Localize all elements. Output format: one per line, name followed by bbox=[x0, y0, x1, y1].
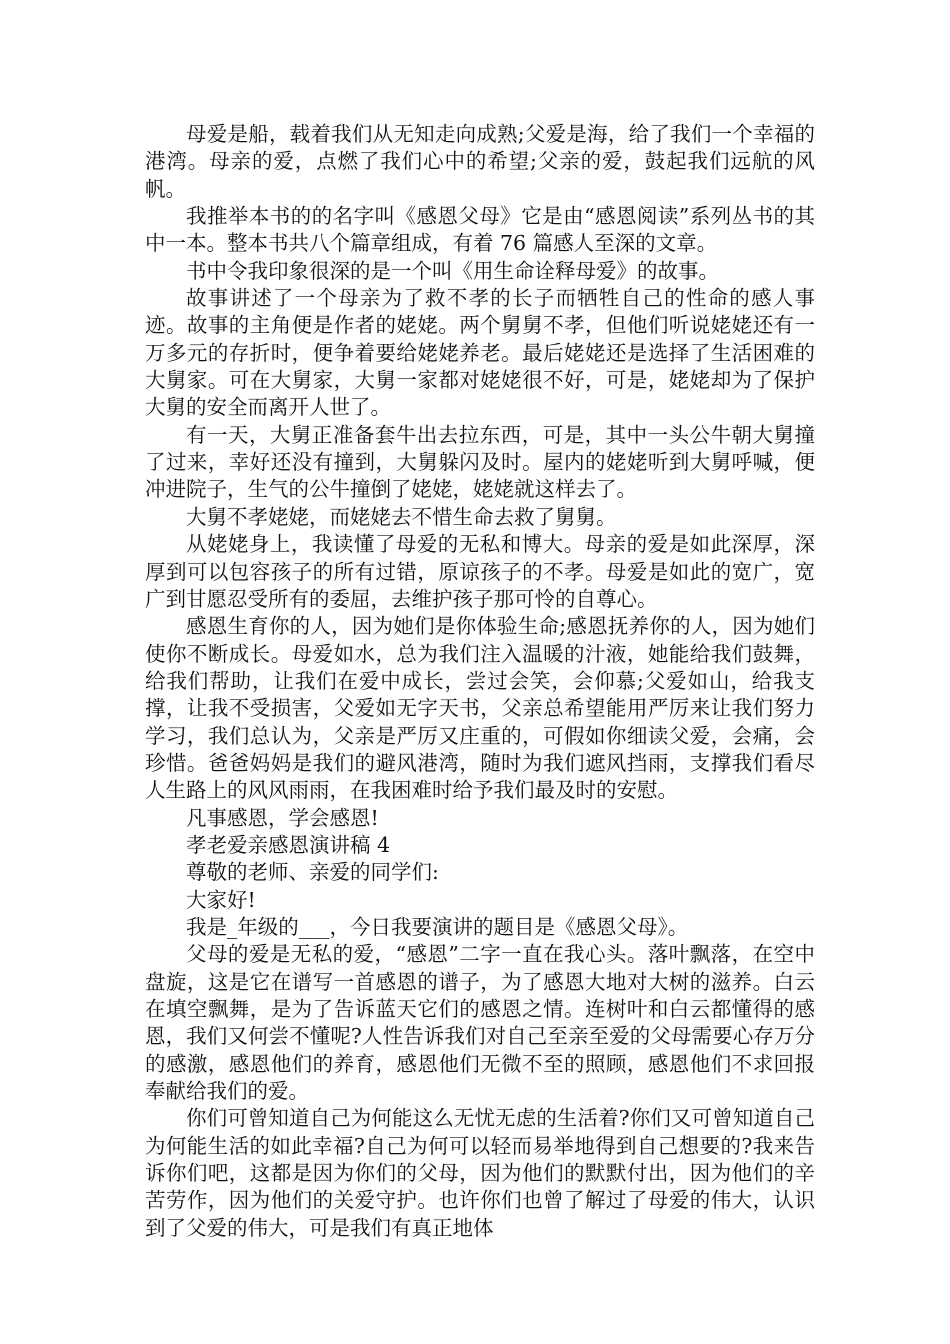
paragraph-self-intro: 我是_年级的___，今日我要演讲的题目是《感恩父母》。 bbox=[186, 914, 689, 939]
paragraph-7: 从姥姥身上，我读懂了母爱的无私和博大。母亲的爱是如此深厚，深厚到可以包容孩子的所有过错，原谅孩子的不孝。母爱是如此的宽广，宽广到甘愿忍受所有的委屈，去维护孩子那可怜的自尊心。 bbox=[145, 532, 815, 611]
paragraph-5: 有一天，大舅正准备套牛出去拉东西，可是，其中一头公牛朝大舅撞了过来，幸好还没有撞到，大舅躲闪及时。屋内的姥姥听到大舅呼喊，便冲进院子，生气的公牛撞倒了姥姥，姥姥就这样去了。 bbox=[145, 422, 815, 502]
paragraph-2: 我推举本书的的名字叫《感恩父母》它是由“感恩阅读”系列丛书的其中一本。整本书共八个篇章组成，有着 76 篇感人至深的文章。 bbox=[145, 204, 815, 256]
greeting: 大家好! bbox=[186, 887, 256, 912]
section-heading: 孝老爱亲感恩演讲稿 4 bbox=[186, 832, 391, 857]
paragraph-8: 感恩生育你的人，因为她们是你体验生命;感恩抚养你的人，因为她们使你不断成长。母爱如水，总为我们注入温暖的汁液，她能给我们鼓舞，给我们帮助，让我们在爱中成长，尝过会笑，会仰慕;父爱如山，给我支撑，让我不受损害，父爱如无字天书，父亲总希望能用严厉来让我们努力学习，我们总认为，父亲是严厉又庄重的，可假如你细读父爱，会痛，会珍惜。爸爸妈妈是我们的避风港湾，随时为我们遮风挡雨，支撑我们看尽人生路上的风风雨雨，在我困难时给予我们最及时的安慰。 bbox=[145, 614, 815, 803]
document-body bbox=[145, 121, 815, 1242]
salutation: 尊敬的老师、亲爱的同学们: bbox=[186, 860, 439, 885]
paragraph-14: 父母的爱是无私的爱，“感恩”二字一直在我心头。落叶飘落，在空中盘旋，这是它在谱写一首感恩的谱子，为了感恩大地对大树的滋养。白云在填空飘舞，是为了告诉蓝天它们的感恩之情。连树叶和白云都懂得的感恩，我们又何尝不懂呢?人性告诉我们对自己至亲至爱的父母需要心存万分的感激，感恩他们的养育，感恩他们无微不至的照顾，感恩他们不求回报奉献给我们的爱。 bbox=[145, 942, 815, 1104]
paragraph-9: 凡事感恩，学会感恩! bbox=[186, 805, 379, 830]
paragraph-6: 大舅不孝姥姥，而姥姥去不惜生命去救了舅舅。 bbox=[186, 504, 617, 529]
paragraph-4: 故事讲述了一个母亲为了救不孝的长子而牺牲自己的性命的感人事迹。故事的主角便是作者的姥姥。两个舅舅不孝，但他们听说姥姥还有一万多元的存折时，便争着要给姥姥养老。最后姥姥还是选择了生活困难的大舅家。可在大舅家，大舅一家都对姥姥很不好，可是，姥姥却为了保护大舅的安全而离开人世了。 bbox=[145, 286, 815, 420]
paragraph-3: 书中令我印象很深的是一个叫《用生命诠释母爱》的故事。 bbox=[186, 258, 719, 283]
paragraph-15: 你们可曾知道自己为何能这么无忧无虑的生活着?你们又可曾知道自己为何能生活的如此幸福?自己为何可以轻而易举地得到自己想要的?我来告诉你们吧，这都是因为你们的父母，因为他们的默默付出，因为他们的辛苦劳作，因为他们的关爱守护。也许你们也曾了解过了母爱的伟大，认识到了父爱的伟大，可是我们有真正地体 bbox=[145, 1106, 815, 1240]
paragraph-1: 母爱是船，载着我们从无知走向成熟;父爱是海，给了我们一个幸福的港湾。母亲的爱，点燃了我们心中的希望;父亲的爱，鼓起我们远航的风帆。 bbox=[145, 122, 815, 201]
